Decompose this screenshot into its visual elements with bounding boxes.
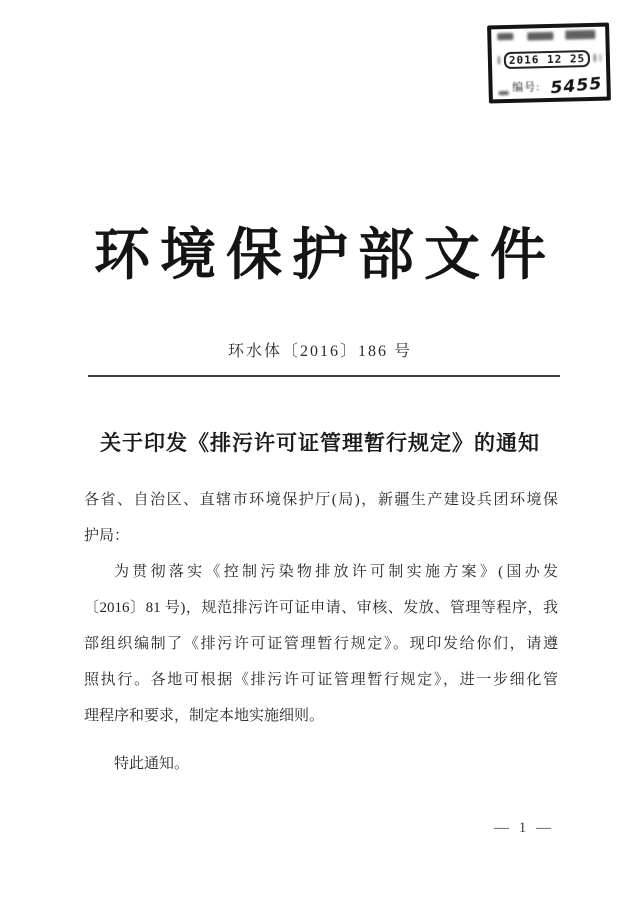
stamp-number: 5455	[548, 73, 604, 99]
stamp-smudge	[594, 54, 595, 62]
stamp-header-row	[497, 30, 600, 42]
stamp-smudge	[497, 33, 513, 40]
stamp-smudge	[599, 54, 601, 62]
addressee-line: 各省、自治区、直辖市环境保护厅(局)，新疆生产建设兵团环境保	[84, 492, 558, 508]
stamp-smudge	[527, 31, 553, 40]
letterhead-divider	[88, 375, 560, 377]
stamp-number-row	[498, 73, 604, 99]
stamp-smudge	[498, 56, 500, 64]
stamp-number-label: 编号:	[512, 81, 541, 94]
page-number: — 1 —	[494, 820, 554, 836]
body-line: 照执行。各地可根据《排污许可证管理暂行规定》，进一步细化管	[84, 672, 558, 688]
body-line: 为贯彻落实《控制污染物排放许可制实施方案》(国办发	[114, 564, 558, 580]
closing-line: 特此通知。	[114, 756, 190, 772]
notice-subject-title: 关于印发《排污许可证管理暂行规定》的通知	[100, 431, 540, 455]
stamp-smudge	[565, 30, 595, 40]
body-line: 部组织编制了《排污许可证管理暂行规定》。现印发给你们，请遵	[84, 636, 558, 652]
stamp-date: 2016 12 25	[504, 49, 591, 68]
notice-body	[84, 482, 558, 782]
receipt-stamp	[487, 23, 611, 104]
body-line: 理程序和要求，制定本地实施细则。	[84, 708, 325, 724]
addressee-line: 护局：	[84, 528, 130, 544]
body-line: 〔2016〕81 号)，规范排污许可证申请、审核、发放、管理等程序，我	[84, 600, 558, 616]
stamp-smudge	[499, 91, 509, 95]
document-number: 环水体〔2016〕186 号	[227, 343, 412, 360]
stamp-date-row	[498, 49, 601, 69]
document-title: 环境保护部文件	[94, 225, 556, 287]
